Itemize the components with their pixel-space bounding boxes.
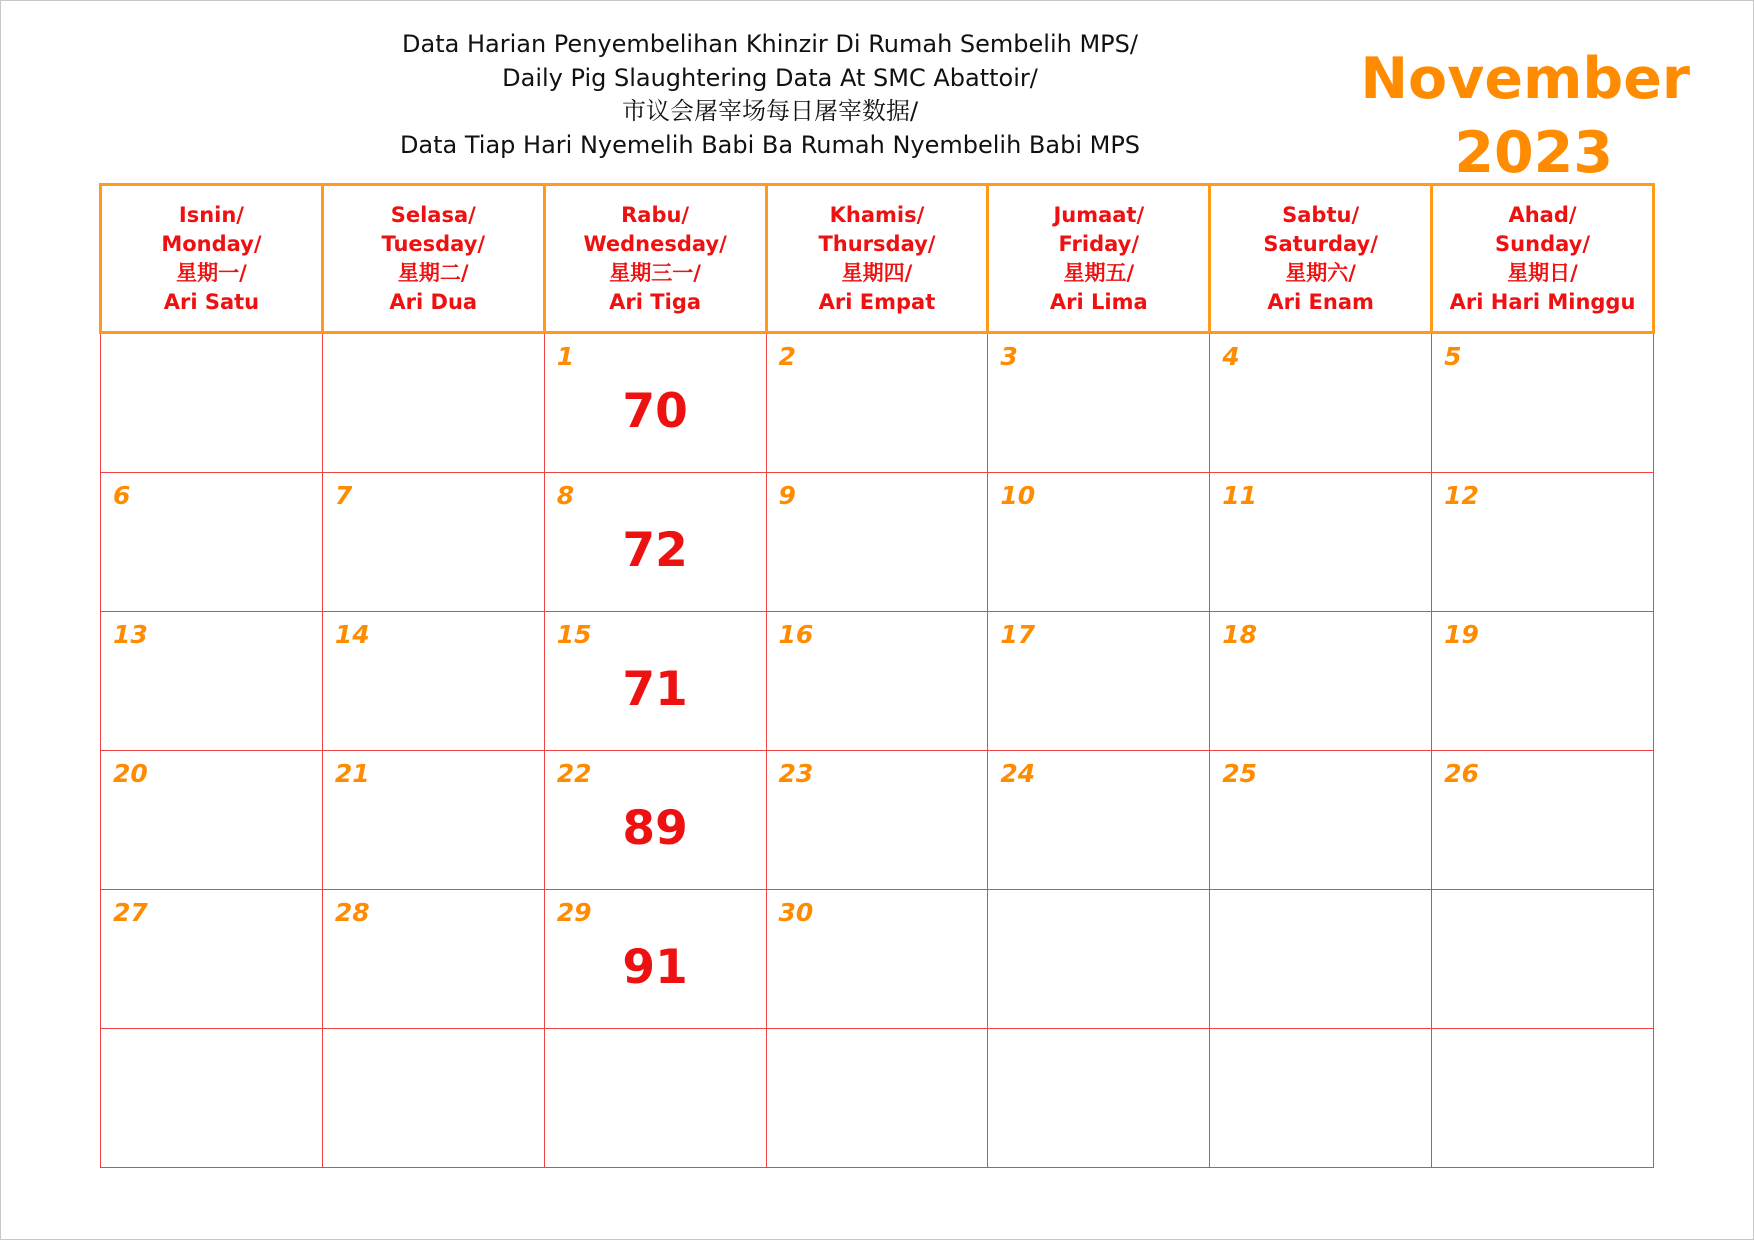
slaughter-count: 72	[622, 523, 688, 578]
weekday-header-friday	[988, 185, 1210, 333]
calendar-week-row	[101, 1029, 1654, 1168]
weekday-header-sunday	[1432, 185, 1654, 333]
day-number: 9	[778, 481, 796, 510]
calendar-week-row	[101, 751, 1654, 890]
day-number: 8	[556, 481, 575, 510]
weekday-header-monday	[101, 185, 323, 333]
weekday-label: Sunday/	[1495, 231, 1590, 256]
day-number: 22	[556, 759, 592, 788]
weekday-label: Ari Hari Minggu	[1449, 289, 1636, 314]
day-cell	[988, 751, 1210, 890]
day-cell	[766, 473, 988, 612]
weekday-label: Khamis/	[829, 202, 925, 227]
day-number: 2	[778, 342, 796, 371]
calendar-body	[101, 333, 1654, 1168]
day-number: 29	[556, 898, 592, 927]
day-number: 4	[1222, 342, 1240, 371]
title-line-malay: Data Harian Penyembelihan Khinzir Di Rumah Sembelih MPS/	[402, 30, 1138, 58]
day-cell	[101, 1029, 323, 1168]
day-cell	[544, 890, 766, 1029]
day-cell	[544, 333, 766, 473]
day-cell	[101, 890, 323, 1029]
day-number: 26	[1444, 759, 1479, 788]
day-cell	[988, 890, 1210, 1029]
day-number: 3	[1000, 342, 1018, 371]
day-cell	[322, 890, 544, 1029]
day-number: 17	[1000, 620, 1036, 649]
day-number: 24	[1000, 759, 1036, 788]
day-cell	[988, 473, 1210, 612]
day-cell	[1210, 612, 1432, 751]
day-cell	[766, 751, 988, 890]
day-cell	[766, 612, 988, 751]
day-cell	[322, 612, 544, 751]
slaughter-count: 71	[622, 662, 688, 717]
day-cell	[101, 333, 323, 473]
weekday-header-tuesday	[322, 185, 544, 333]
weekday-header-wednesday	[544, 185, 766, 333]
weekday-label: Sabtu/	[1282, 202, 1360, 227]
calendar-week-row	[101, 473, 1654, 612]
weekday-label: 星期三一/	[609, 260, 701, 285]
year-label: 2023	[1454, 120, 1613, 186]
weekday-label: Ari Enam	[1267, 289, 1374, 314]
day-number: 16	[778, 620, 814, 649]
weekday-label: Ari Empat	[818, 289, 936, 314]
day-cell	[544, 612, 766, 751]
day-cell	[988, 612, 1210, 751]
day-cell	[766, 1029, 988, 1168]
day-number: 13	[113, 620, 148, 649]
day-number: 27	[113, 898, 148, 927]
day-cell	[1432, 890, 1654, 1029]
day-number: 21	[334, 759, 370, 788]
weekday-label: Wednesday/	[583, 231, 727, 256]
document-title	[360, 28, 1180, 162]
weekday-label: Rabu/	[621, 202, 690, 227]
day-number: 12	[1444, 481, 1479, 510]
weekday-header-saturday	[1210, 185, 1432, 333]
day-cell	[766, 890, 988, 1029]
weekday-label: Ari Dua	[389, 289, 478, 314]
day-cell	[1432, 612, 1654, 751]
day-number: 11	[1222, 481, 1258, 510]
day-number: 28	[334, 898, 370, 927]
day-number: 15	[556, 620, 592, 649]
day-cell	[322, 1029, 544, 1168]
day-cell	[1210, 890, 1432, 1029]
weekday-label: Saturday/	[1263, 231, 1378, 256]
day-number: 30	[778, 898, 814, 927]
weekday-label: Selasa/	[390, 202, 476, 227]
weekday-label: Ari Satu	[163, 289, 260, 314]
calendar-week-row	[101, 890, 1654, 1029]
day-number: 6	[113, 481, 131, 510]
day-number: 1	[556, 342, 575, 371]
day-cell	[544, 1029, 766, 1168]
calendar-week-row	[101, 333, 1654, 473]
weekday-label: 星期日/	[1507, 260, 1578, 285]
weekday-header-thursday	[766, 185, 988, 333]
slaughter-count: 91	[622, 940, 688, 995]
calendar-grid	[99, 183, 1655, 1168]
day-cell	[101, 473, 323, 612]
weekday-label: Ari Lima	[1049, 289, 1148, 314]
day-cell	[322, 473, 544, 612]
weekday-label: 星期二/	[397, 260, 469, 285]
day-cell	[1210, 751, 1432, 890]
weekday-label: 星期五/	[1063, 260, 1135, 285]
day-cell	[1210, 473, 1432, 612]
slaughter-count: 89	[622, 801, 688, 856]
weekday-label: Jumaat/	[1053, 202, 1145, 227]
day-number: 18	[1222, 620, 1258, 649]
weekday-label: Ahad/	[1508, 202, 1577, 227]
day-number: 25	[1222, 759, 1258, 788]
day-cell	[1432, 751, 1654, 890]
weekday-label: 星期一/	[176, 260, 247, 285]
day-number: 14	[334, 620, 370, 649]
day-cell	[101, 751, 323, 890]
weekday-label: Ari Tiga	[609, 289, 702, 314]
title-line-chinese: 市议会屠宰场每日屠宰数据/	[621, 97, 919, 125]
slaughter-count: 70	[622, 384, 688, 439]
day-cell	[1432, 1029, 1654, 1168]
day-cell	[101, 612, 323, 751]
calendar-week-row	[101, 612, 1654, 751]
title-line-english: Daily Pig Slaughtering Data At SMC Abattoir/	[502, 63, 1038, 92]
month-label: November	[1360, 46, 1690, 112]
weekday-label: Isnin/	[178, 202, 244, 227]
weekday-label: Monday/	[161, 231, 262, 256]
weekday-label: 星期六/	[1285, 260, 1356, 285]
day-cell	[322, 333, 544, 473]
day-number: 23	[778, 759, 814, 788]
day-cell	[1432, 473, 1654, 612]
day-number: 20	[113, 759, 148, 788]
day-cell	[1210, 1029, 1432, 1168]
day-number: 7	[334, 481, 353, 510]
weekday-header-row	[101, 185, 1654, 333]
day-cell	[988, 1029, 1210, 1168]
day-cell	[322, 751, 544, 890]
day-cell	[1432, 333, 1654, 473]
day-number: 19	[1444, 620, 1479, 649]
weekday-label: Friday/	[1058, 231, 1140, 256]
day-number: 5	[1444, 342, 1462, 371]
weekday-label: 星期四/	[841, 260, 913, 285]
day-cell	[766, 333, 988, 473]
day-cell	[1210, 333, 1432, 473]
title-line-iban: Data Tiap Hari Nyemelih Babi Ba Rumah Nyembelih Babi MPS	[399, 130, 1141, 159]
day-number: 10	[1000, 481, 1036, 510]
weekday-label: Tuesday/	[381, 231, 486, 256]
day-cell	[988, 333, 1210, 473]
weekday-label: Thursday/	[818, 231, 936, 256]
day-cell	[544, 751, 766, 890]
day-cell	[544, 473, 766, 612]
